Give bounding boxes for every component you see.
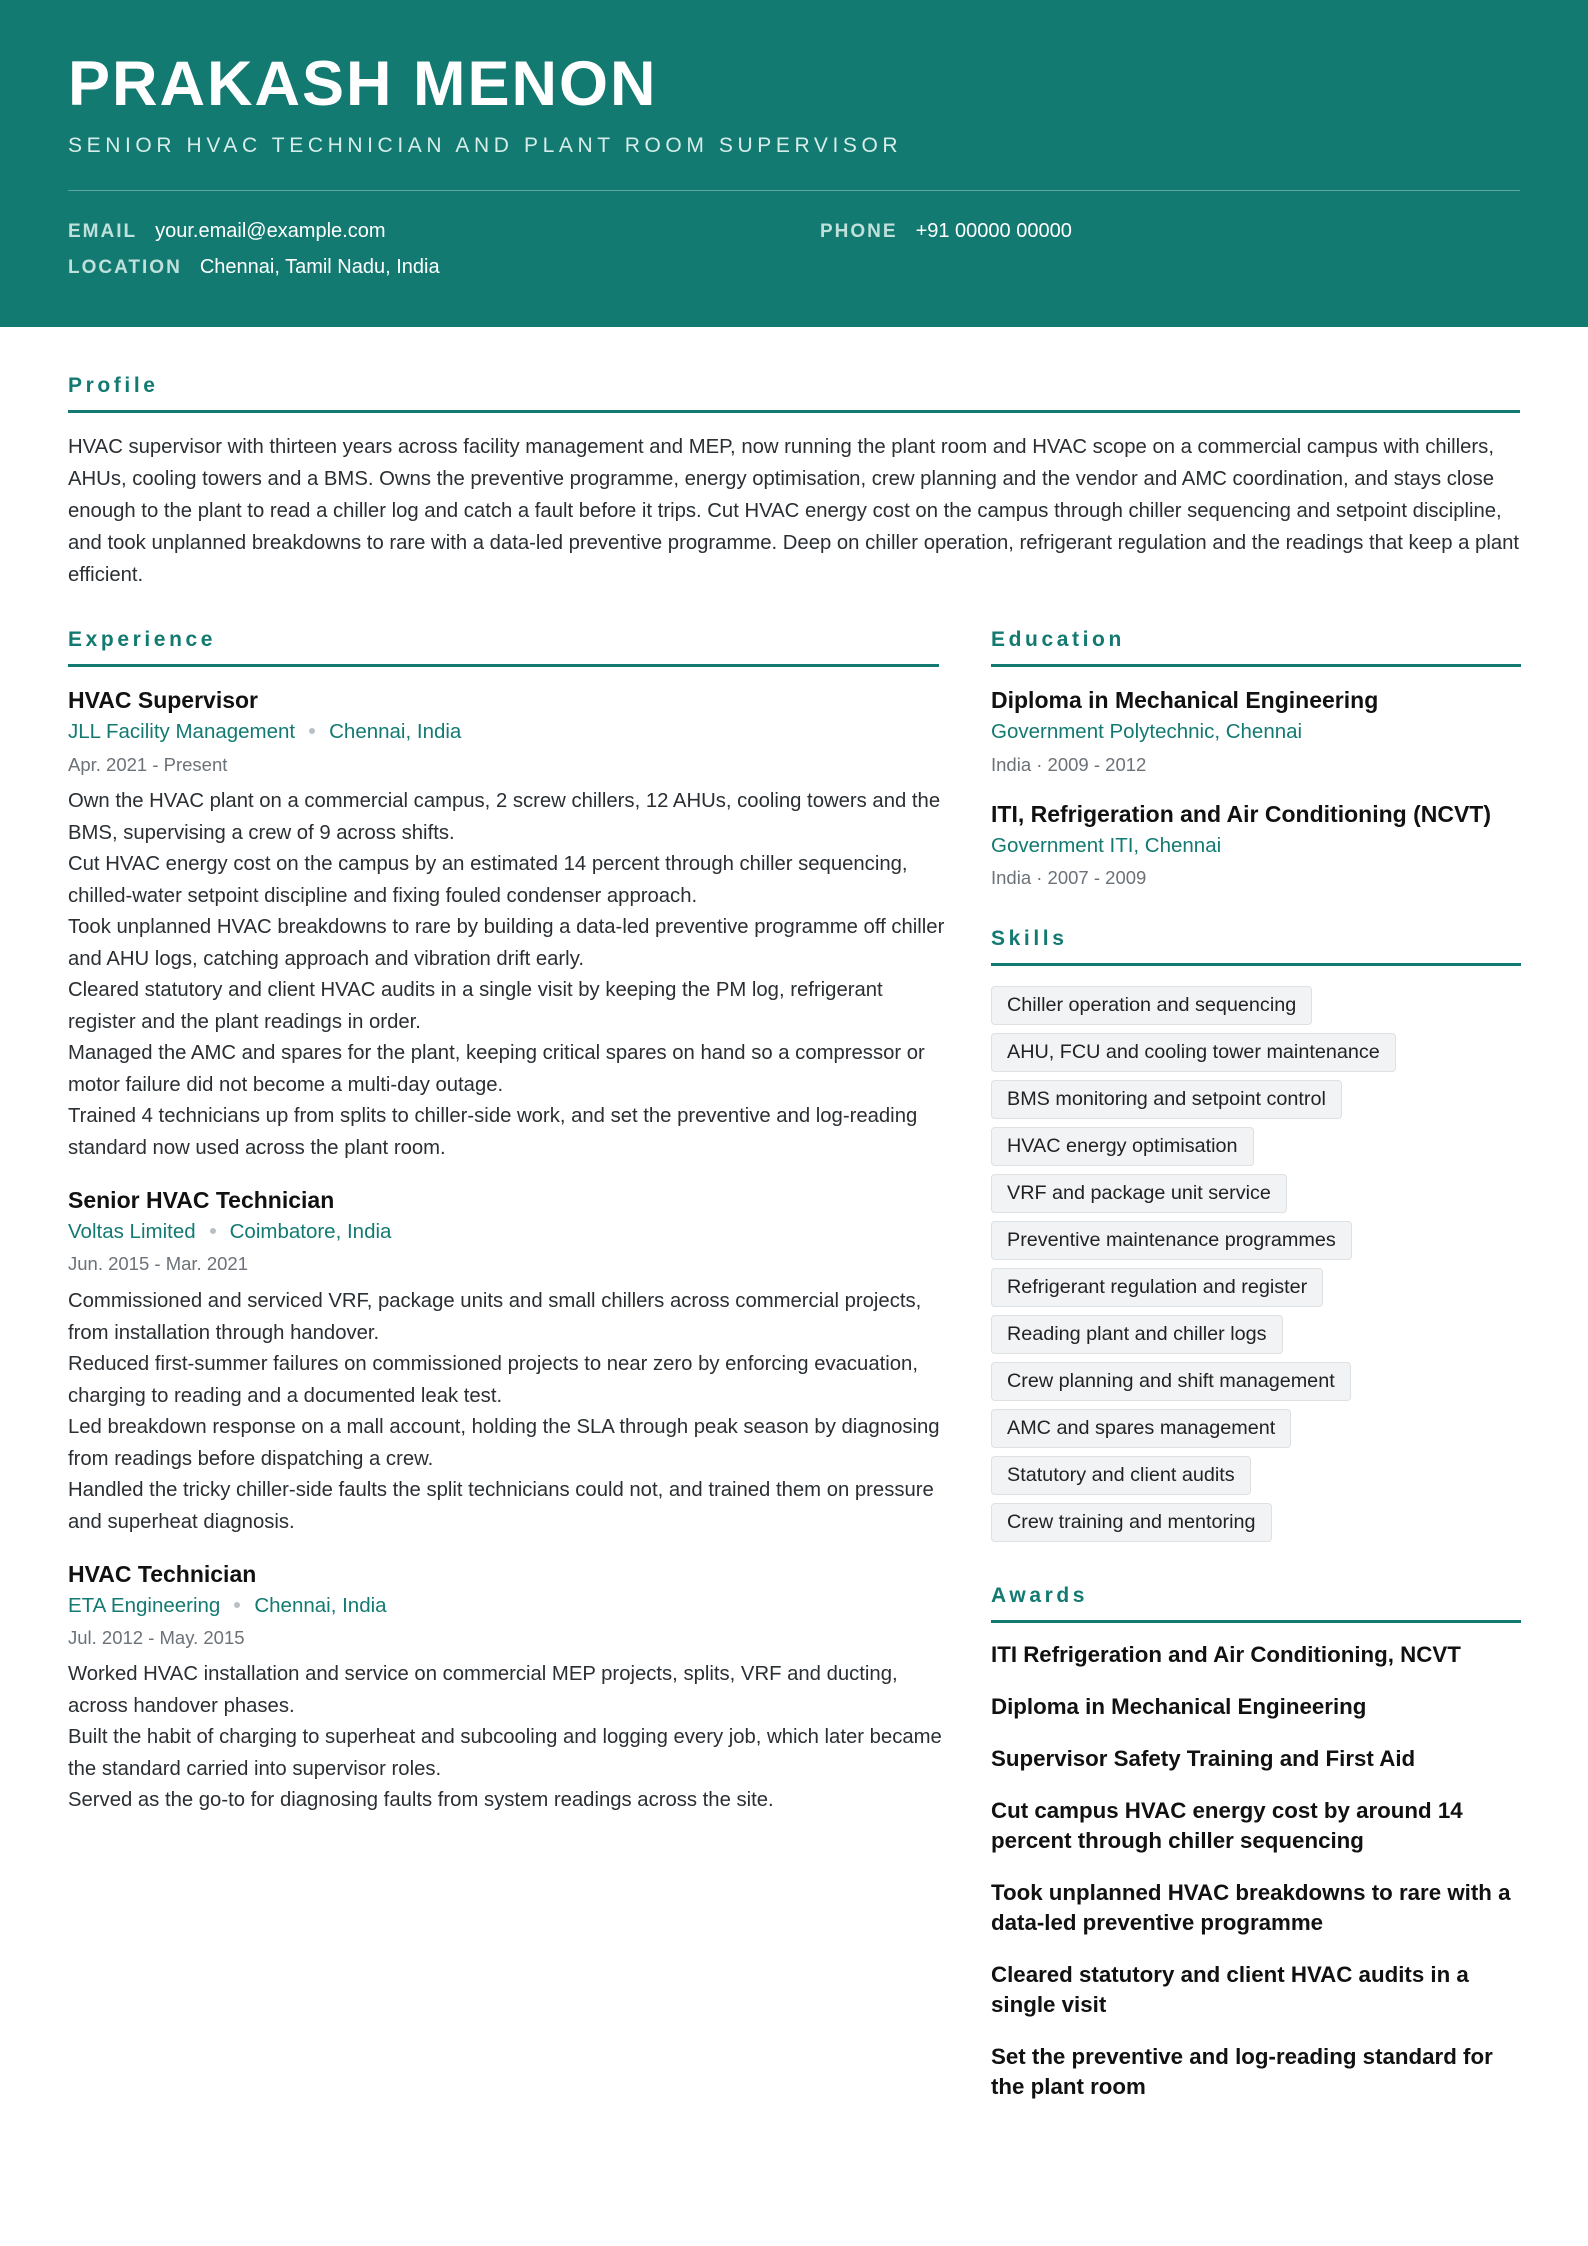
contact-phone <box>820 218 1072 245</box>
award-item: Set the preventive and log-reading standard for the plant room <box>991 2044 1493 2099</box>
email-label: EMAIL <box>68 221 138 242</box>
award-item: Supervisor Safety Training and First Aid <box>991 1746 1416 1771</box>
job-bullet: Served as the go-to for diagnosing faults from system readings across the site. <box>68 1789 774 1811</box>
separator-dot <box>210 1228 216 1234</box>
email-value[interactable]: your.email@example.com <box>155 220 386 242</box>
award-item: Cut campus HVAC energy cost by around 14 percent through chiller sequencing <box>991 1798 1463 1853</box>
education-meta: India · 2009 - 2012 <box>991 754 1147 775</box>
skill-tag: Refrigerant regulation and register <box>991 1268 1323 1307</box>
education-degree: ITI, Refrigeration and Air Conditioning (NCVT) <box>991 801 1492 827</box>
awards-rule <box>991 1620 1521 1623</box>
job-meta <box>68 1592 387 1620</box>
job-location: Chennai, India <box>329 720 462 743</box>
profile-heading: Profile <box>68 374 159 397</box>
location-label: LOCATION <box>68 257 182 278</box>
job-bullet: Reduced first-summer failures on commissioned projects to near zero by enforcing evacuation, charging to reading and a documented leak test. <box>68 1353 918 1407</box>
header-divider <box>68 190 1520 191</box>
job-bullet: Cut HVAC energy cost on the campus by an estimated 14 percent through chiller sequencing, chilled-water setpoint discipline and fixing fouled condenser approach. <box>68 853 908 907</box>
education-heading: Education <box>991 628 1125 651</box>
award-item: Diploma in Mechanical Engineering <box>991 1694 1367 1719</box>
job-title: Senior HVAC Technician <box>68 1187 335 1213</box>
job-bullet: Worked HVAC installation and service on commercial MEP projects, splits, VRF and ducting, across handover phases. <box>68 1663 898 1717</box>
separator-dot <box>309 728 315 734</box>
job-bullets <box>68 1286 948 1538</box>
award-item: Took unplanned HVAC breakdowns to rare with a data-led preventive programme <box>991 1880 1511 1935</box>
separator-dot <box>234 1602 240 1608</box>
job-bullet: Managed the AMC and spares for the plant, keeping critical spares on hand so a compressor or motor failure did not become a multi-day outage. <box>68 1042 925 1096</box>
skills-rule <box>991 963 1521 966</box>
job-bullet: Handled the tricky chiller-side faults the split technicians could not, and trained them on pressure and superheat diagnosis. <box>68 1479 934 1533</box>
experience-heading: Experience <box>68 628 217 651</box>
award-item: ITI Refrigeration and Air Conditioning, NCVT <box>991 1642 1461 1667</box>
education-meta: India · 2007 - 2009 <box>991 867 1147 888</box>
phone-value[interactable]: +91 00000 00000 <box>915 220 1072 242</box>
job-bullets <box>68 1659 948 1817</box>
education-degree: Diploma in Mechanical Engineering <box>991 687 1379 713</box>
job-company: Voltas Limited <box>68 1220 196 1243</box>
job-title: HVAC Technician <box>68 1561 257 1587</box>
skill-tag: BMS monitoring and setpoint control <box>991 1080 1342 1119</box>
skill-tag: Statutory and client audits <box>991 1456 1251 1495</box>
skills-list <box>991 986 1521 1550</box>
education-rule <box>991 664 1521 667</box>
candidate-name: PRAKASH MENON <box>68 49 658 119</box>
job-meta <box>68 718 461 746</box>
job-bullet: Led breakdown response on a mall account, holding the SLA through peak season by diagnosing from readings before dispatching a crew. <box>68 1416 940 1470</box>
job-dates: Jun. 2015 - Mar. 2021 <box>68 1253 248 1274</box>
job-dates: Jul. 2012 - May. 2015 <box>68 1627 245 1648</box>
skill-tag: AHU, FCU and cooling tower maintenance <box>991 1033 1396 1072</box>
header-banner <box>0 0 1588 327</box>
award-item: Cleared statutory and client HVAC audits in a single visit <box>991 1962 1469 2017</box>
skill-tag: Crew planning and shift management <box>991 1362 1351 1401</box>
skill-tag: AMC and spares management <box>991 1409 1291 1448</box>
profile-text: HVAC supervisor with thirteen years across facility management and MEP, now running the plant room and HVAC scope on a commercial campus with chillers, AHUs, cooling towers and a BMS. Owns the preventive programme, energy optimisation, crew planning and the vendor and AMC coordination, and stays close enough to the plant to read a chiller log and catch a fault before it trips. Cut HVAC energy cost on the campus through chiller sequencing and setpoint discipline, and took unplanned breakdowns to rare with a data-led preventive programme. Deep on chiller operation, refrigerant regulation and the readings that keep a plant efficient. <box>68 436 1520 586</box>
job-location: Chennai, India <box>254 1594 387 1617</box>
job-bullet: Commissioned and serviced VRF, package units and small chillers across commercial projects, from installation through handover. <box>68 1290 922 1344</box>
skill-tag: VRF and package unit service <box>991 1174 1287 1213</box>
education-school: Government Polytechnic, Chennai <box>991 720 1303 743</box>
experience-rule <box>68 664 939 667</box>
phone-label: PHONE <box>820 221 898 242</box>
contact-email <box>68 218 386 245</box>
job-bullets <box>68 786 948 1164</box>
skills-heading: Skills <box>991 927 1068 950</box>
skill-tag: HVAC energy optimisation <box>991 1127 1254 1166</box>
skill-tag: Crew training and mentoring <box>991 1503 1272 1542</box>
job-bullet: Trained 4 technicians up from splits to chiller-side work, and set the preventive and log-reading standard now used across the plant room. <box>68 1105 918 1159</box>
job-company: JLL Facility Management <box>68 720 296 743</box>
job-dates: Apr. 2021 - Present <box>68 754 228 775</box>
contact-location <box>68 254 440 281</box>
profile-rule <box>68 410 1520 413</box>
location-value: Chennai, Tamil Nadu, India <box>199 256 440 278</box>
job-bullet: Took unplanned HVAC breakdowns to rare by building a data-led preventive programme off chiller and AHU logs, catching approach and vibration drift early. <box>68 916 945 970</box>
awards-heading: Awards <box>991 1584 1089 1607</box>
job-meta <box>68 1218 391 1246</box>
skill-tag: Preventive maintenance programmes <box>991 1221 1352 1260</box>
candidate-headline: SENIOR HVAC TECHNICIAN AND PLANT ROOM SUPERVISOR <box>68 134 903 157</box>
job-bullet: Cleared statutory and client HVAC audits in a single visit by keeping the PM log, refrigerant register and the plant readings in order. <box>68 979 883 1033</box>
job-location: Coimbatore, India <box>229 1220 392 1243</box>
skill-tag: Chiller operation and sequencing <box>991 986 1312 1025</box>
job-company: ETA Engineering <box>68 1594 221 1617</box>
skill-tag: Reading plant and chiller logs <box>991 1315 1283 1354</box>
education-school: Government ITI, Chennai <box>991 834 1222 857</box>
job-title: HVAC Supervisor <box>68 687 259 713</box>
job-bullet: Own the HVAC plant on a commercial campus, 2 screw chillers, 12 AHUs, cooling towers and the BMS, supervising a crew of 9 across shifts. <box>68 790 941 844</box>
job-bullet: Built the habit of charging to superheat and subcooling and logging every job, which later became the standard carried into supervisor roles. <box>68 1726 942 1780</box>
